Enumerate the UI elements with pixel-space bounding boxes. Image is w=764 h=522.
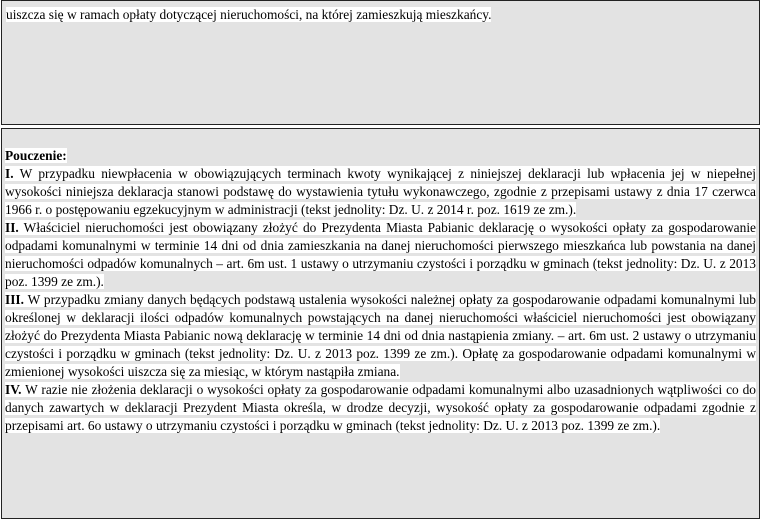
instruction-text: W przypadku niewpłacenia w obowiązujących terminach kwoty wynikającej z niniejszej deklaracji lub wpłacenia jej w niepełnej wysokości niniejsza deklaracja stanowi podstawę do wystawienia tytułu wykonawczego, zgodnie z przepisami ustawy z dnia 17 czerwca 1966 r. o postępowaniu egzekucyjnym w administracji (tekst jednolity: Dz. U. z 2014 r. poz. 1619 ze zm.). <box>5 166 756 217</box>
instruction-text: W przypadku zmiany danych będących podstawą ustalenia wysokości należnej opłaty za gospodarowanie odpadami komunalnymi lub określonej w deklaracji ilości odpadów komunalnych powstających na danej nieruchomości właściciel nieruchomości jest obowiązany złożyć do Prezydenta Miasta Pabianic nową deklarację w terminie 14 dni od dnia nastąpienia zmiany. – art. 6m ust. 2 ustawy o utrzymaniu czystości i porządku w gminach (tekst jednolity: Dz. U. z 2013 poz. 1399 ze zm.). Opłatę za gospodarowanie odpadami komunalnymi w zmienionej wysokości uiszcza się za miesiąc, w którym nastąpiła zmiana. <box>5 292 756 379</box>
top-box-text: uiszcza się w ramach opłaty dotyczącej nieruchomości, na której zamieszkują mieszkańcy. <box>6 7 492 22</box>
instruction-text: Właściciel nieruchomości jest obowiązany złożyć do Prezydenta Miasta Pabianic deklarację o wysokości opłaty za gospodarowanie odpadami komunalnymi w terminie 14 dni od dnia zamieszkania na danej nieruchomości pierwszego mieszkańca lub powstania na danej nieruchomości odpadów komunalnych – art. 6m ust. 1 ustawy o utrzymaniu czystości i porządku w gminach (tekst jednolity: Dz. U. z 2013 poz. 1399 ze zm.). <box>5 220 756 289</box>
instruction-item-3 <box>5 291 756 381</box>
top-box-paragraph <box>6 6 755 24</box>
instructions-box <box>1 128 760 519</box>
instruction-number: III. <box>5 292 24 307</box>
instructions-heading <box>5 147 756 165</box>
instruction-text: W razie nie złożenia deklaracji o wysokości opłaty za gospodarowanie odpadami komunalnymi albo uzasadnionych wątpliwości co do danych zawartych w deklaracji Prezydent Miasta określa, w drodze decyzji, wysokość opłaty za gospodarowanie odpadami zgodnie z przepisami art. 6o ustawy o utrzymaniu czystości i porządku w gminach (tekst jednolity: Dz. U. z 2013 poz. 1399 ze zm.). <box>5 382 756 433</box>
instruction-number: I. <box>5 166 14 181</box>
instruction-item-4 <box>5 381 756 435</box>
instructions-content <box>5 147 756 435</box>
instruction-number: II. <box>5 220 19 235</box>
top-text-box <box>1 0 760 125</box>
instruction-item-2 <box>5 219 756 291</box>
instruction-item-1 <box>5 165 756 219</box>
instruction-number: IV. <box>5 382 22 397</box>
instructions-heading-text: Pouczenie: <box>5 148 67 163</box>
